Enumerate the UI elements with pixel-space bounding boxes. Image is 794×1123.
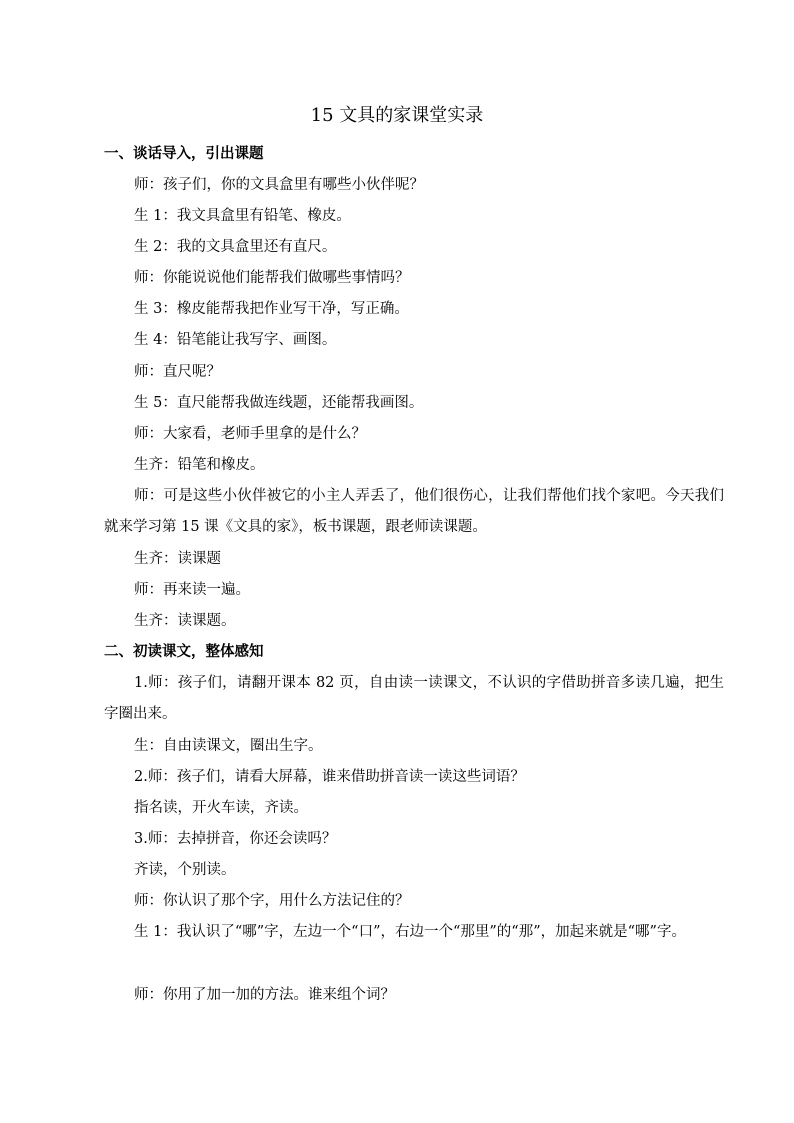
dialogue-line: 齐读，个别读。 [134,862,236,878]
dialogue-line: 生 1：我文具盒里有铅笔、橡皮。 [134,208,351,224]
dialogue-paragraph: 1.师：孩子们，请翻开课本 82 页，自由读一读课文，不认识的字借助拼音多读几遍，把生字圈出来。 [104,675,724,722]
dialogue-line: 生齐：铅笔和橡皮。 [134,457,265,473]
section-heading-2: 二、初读课文，整体感知 [104,643,264,660]
dialogue-line: 师：你认识了那个字，用什么方法记住的？ [134,893,410,909]
dialogue-line: 指名读，开火车读，齐读。 [134,800,308,816]
dialogue-line: 3.师：去掉拼音，你还会读吗？ [134,831,337,847]
dialogue-paragraph: 师：可是这些小伙伴被它的小主人弄丢了，他们很伤心，让我们帮他们找个家吧。今天我们就来学习第 15 课《文具的家》，板书课题，跟老师读课题。 [104,488,724,535]
dialogue-line: 生 5：直尺能帮我做连线题，还能帮我画图。 [134,395,424,411]
dialogue-line: 生：自由读课文，圈出生字。 [134,738,323,754]
dialogue-line: 师：孩子们，你的文具盒里有哪些小伙伴呢？ [134,177,424,193]
dialogue-line: 师：直尺呢？ [134,364,221,380]
dialogue-line: 生齐：读课题。 [134,613,236,629]
dialogue-paragraph: 生 1：我认识了“哪”字，左边一个“口”，右边一个“那里”的“那”，加起来就是“哪”字。 [134,924,686,940]
dialogue-line: 生 3：橡皮能帮我把作业写干净，写正确。 [134,301,409,317]
dialogue-line: 师：大家看，老师手里拿的是什么？ [134,426,366,442]
dialogue-line: 生齐：读课题 [134,551,221,567]
document-title: 15 文具的家课堂实录 [310,105,484,126]
dialogue-line: 师：再来读一遍。 [134,582,250,598]
dialogue-line: 师：你用了加一加的方法。谁来组个词？ [134,987,395,1003]
dialogue-line: 师：你能说说他们能帮我们做哪些事情吗？ [134,270,410,286]
dialogue-line: 生 2：我的文具盒里还有直尺。 [134,239,337,255]
dialogue-line: 生 4：铅笔能让我写字、画图。 [134,332,337,348]
section-heading-1: 一、谈话导入，引出课题 [104,145,264,162]
dialogue-line: 2.师：孩子们，请看大屏幕，谁来借助拼音读一读这些词语？ [134,769,525,785]
